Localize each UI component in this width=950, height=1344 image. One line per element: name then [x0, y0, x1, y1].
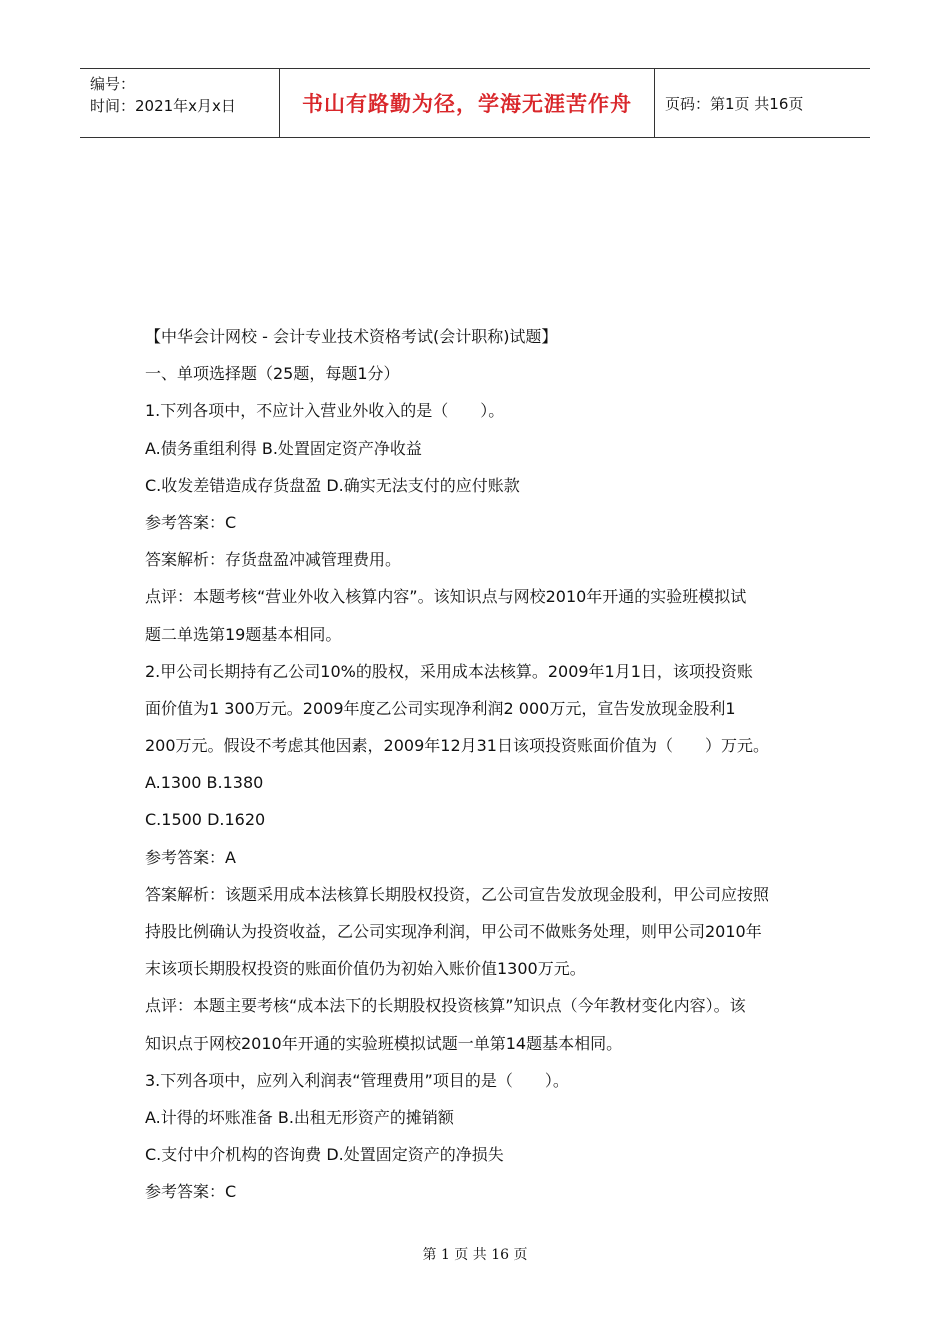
page-footer: 第 1 页 共 16 页 [422, 1247, 528, 1263]
question-1-options-cd: C.收发差错造成存货盘盈 D.确实无法支付的应付账款 [145, 475, 520, 495]
document-body [145, 318, 815, 1211]
question-3: 3.下列各项中，应列入利润表“管理费用”项目的是（ ）。 [145, 1070, 569, 1090]
question-2-comment-cont: 知识点于网校2010年开通的实验班模拟试题一单第14题基本相同。 [145, 1033, 623, 1053]
question-2-cont-1: 面价值为1 300万元。2009年度乙公司实现净利润2 000万元，宣告发放现金股利1 [145, 698, 736, 718]
question-2-comment: 点评：本题主要考核“成本法下的长期股权投资核算”知识点（今年教材变化内容）。该 [145, 996, 746, 1016]
question-1-comment-cont: 题二单选第19题基本相同。 [145, 624, 342, 644]
question-2-options-cd: C.1500 D.1620 [145, 810, 266, 830]
section-heading: 一、单项选择题（25题，每题1分） [145, 364, 400, 384]
question-2: 2.甲公司长期持有乙公司10%的股权，采用成本法核算。2009年1月1日，该项投资账 [145, 661, 753, 681]
question-3-answer: 参考答案：C [145, 1182, 237, 1202]
question-2-analysis-cont-2: 末该项长期股权投资的账面价值仍为初始入账价值1300万元。 [145, 959, 586, 979]
doc-title: 【中华会计网校 - 会计专业技术资格考试(会计职称)试题】 [145, 327, 558, 346]
header-meta [80, 69, 280, 137]
question-1-analysis: 答案解析：存货盘盈冲减管理费用。 [145, 550, 402, 570]
question-3-options-ab: A.计得的坏账准备 B.出租无形资产的摊销额 [145, 1107, 454, 1127]
question-1-answer: 参考答案：C [145, 512, 237, 532]
question-2-cont-2: 200万元。假设不考虑其他因素，2009年12月31日该项投资账面价值为（ ）万元。 [145, 736, 769, 756]
question-3-options-cd: C.支付中介机构的咨询费 D.处置固定资产的净损失 [145, 1145, 504, 1165]
question-2-analysis-cont-1: 持股比例确认为投资收益，乙公司实现净利润，甲公司不做账务处理，则甲公司2010年 [145, 922, 762, 941]
question-2-analysis: 答案解析：该题采用成本法核算长期股权投资，乙公司宣告发放现金股利，甲公司应按照 [145, 884, 770, 904]
page-header [80, 68, 870, 138]
question-1: 1.下列各项中，不应计入营业外收入的是（ ）。 [145, 401, 505, 421]
question-2-options-ab: A.1300 B.1380 [145, 773, 264, 793]
header-motto: 书山有路勤为径，学海无涯苦作舟 [280, 69, 655, 137]
header-page-info: 页码：第1页 共16页 [665, 94, 804, 113]
time-label: 时间：2021年x月x日 [90, 97, 236, 115]
number-label: 编号： [90, 75, 136, 93]
question-1-options-ab: A.债务重组利得 B.处置固定资产净收益 [145, 438, 422, 458]
question-1-comment: 点评：本题考核“营业外收入核算内容”。该知识点与网校2010年开通的实验班模拟试 [145, 587, 747, 607]
question-2-answer: 参考答案：A [145, 847, 236, 867]
